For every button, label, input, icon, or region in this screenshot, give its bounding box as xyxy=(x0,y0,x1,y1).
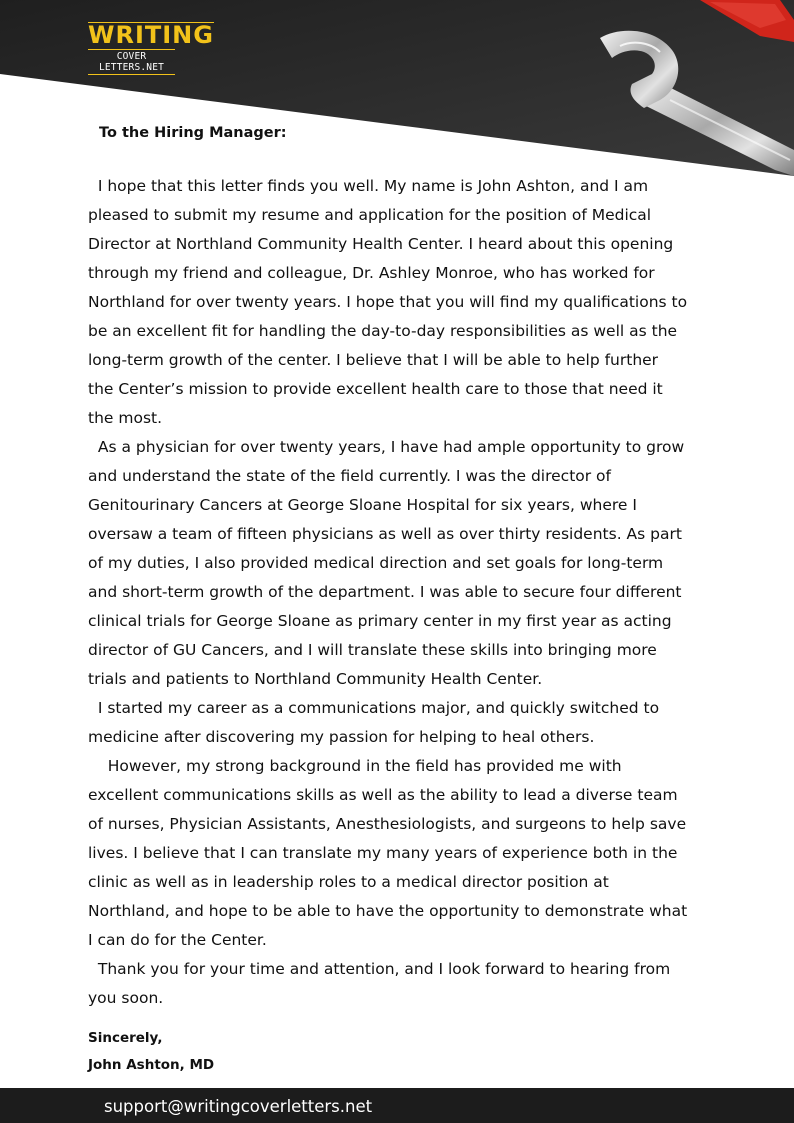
letter-greeting: To the Hiring Manager: xyxy=(99,125,287,141)
paragraph-skills: However, my strong background in the field has provided me with excellent communications skills as well as the ability to lead a diverse team of nurses, Physician Assistants, Anesthesiologists, and surgeons to help save lives. I believe that I can translate my many years of experience both in the clinic as well as in leadership roles to a medical director position at Northland, and hope to be able to have the opportunity to demonstrate what I can do for the Center. xyxy=(88,757,688,949)
paragraph-career-start: I started my career as a communications major, and quickly switched to medicine after discovering my passion for helping to heal others. xyxy=(88,699,660,746)
signature-name: John Ashton, MD xyxy=(88,1057,215,1073)
paragraph-thanks: Thank you for your time and attention, and I look forward to hearing from you soon. xyxy=(88,960,671,1007)
paragraph-intro: I hope that this letter finds you well. My name is John Ashton, and I am pleased to submit my resume and application for the position of Medical Director at Northland Community Health Center. I heard about this opening through my friend and colleague, Dr. Ashley Monroe, who has worked for Northland for over twenty years. I hope that you will find my qualifications to be an excellent fit for handling the day-to-day responsibilities as well as the long-term growth of the center. I believe that I will be able to help further the Center’s mission to provide excellent health care to those that need it the most. xyxy=(88,177,688,427)
paragraph-experience: As a physician for over twenty years, I have had ample opportunity to grow and understand the state of the field currently. I was the director of Genitourinary Cancers at George Sloane Hospital for six years, where I oversaw a team of fifteen physicians as well as over thirty residents. As part of my duties, I also provided medical direction and set goals for long-term and short-term growth of the department. I was able to secure four different clinical trials for George Sloane as primary center in my first year as acting director of GU Cancers, and I will translate these skills into bringing more trials and patients to Northland Community Health Center. xyxy=(88,438,685,688)
letter-signoff xyxy=(88,1025,214,1079)
support-email-link[interactable]: support@writingcoverletters.net xyxy=(104,1097,373,1116)
logo-subtitle: COVER LETTERS.NET xyxy=(88,49,175,75)
logo-wordmark: WRITING xyxy=(88,21,214,49)
closing-line: Sincerely, xyxy=(88,1030,163,1046)
brand-logo xyxy=(88,22,214,75)
letter-body xyxy=(88,172,688,1013)
footer-bar xyxy=(0,1088,794,1123)
wrench-icon xyxy=(560,0,794,180)
